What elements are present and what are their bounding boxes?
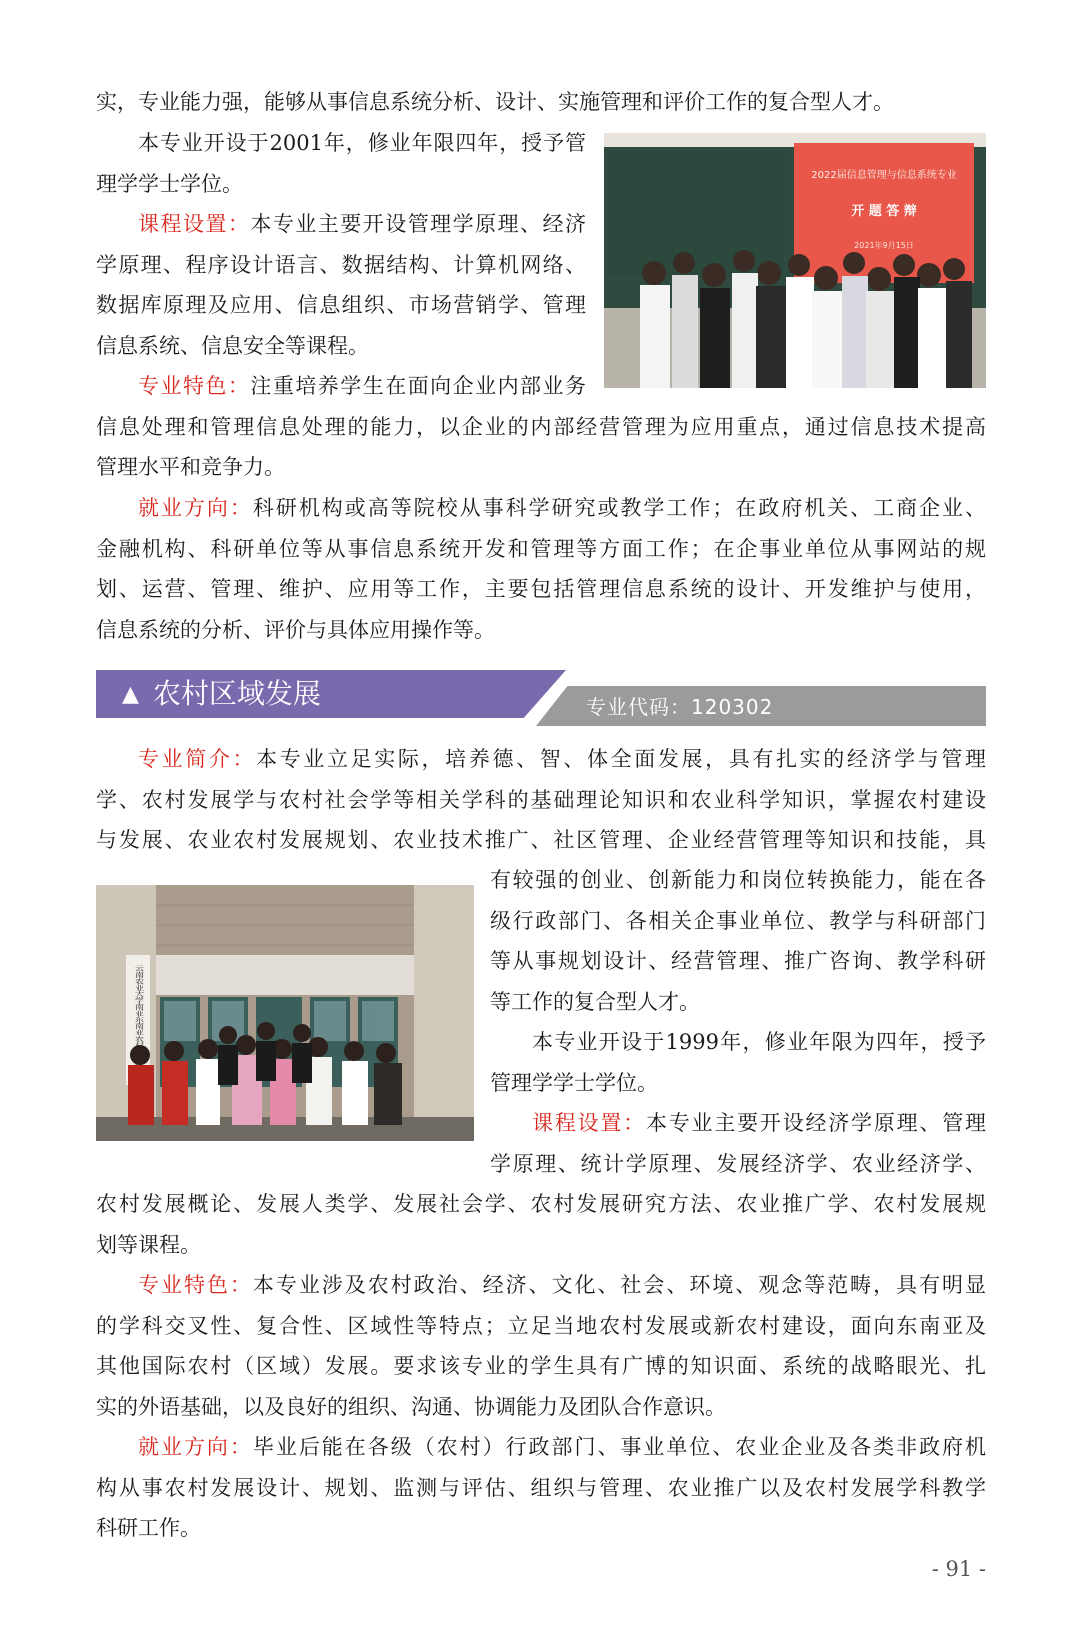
text-line: 就业方向：毕业后能在各级（农村）行政部门、事业单位、农业企业及各类非政府机: [138, 1435, 987, 1459]
text-line: 农村发展概论、发展人类学、发展社会学、农村发展研究方法、农业推广学、农村发展规: [96, 1192, 986, 1216]
intro-paragraph-continued: [490, 860, 986, 1022]
text-line: 信息系统、信息安全等课程。: [96, 333, 369, 358]
text-line: 与发展、农业农村发展规划、农业技术推广、社区管理、企业经营管理等知识和技能，具: [96, 828, 986, 852]
text-line: 课程设置：本专业主要开设经济学原理、管理: [532, 1111, 987, 1135]
page-number: - 91 -: [931, 1557, 986, 1581]
classroom-group-photo: [604, 133, 986, 388]
text-line: 划、运营、管理、维护、应用等工作，主要包括管理信息系统的设计、开发维护与使用，: [96, 577, 986, 601]
section-title-text: 农村区域发展: [152, 677, 321, 710]
text-line: 学原理、统计学原理、发展经济学、农业经济学、: [490, 1151, 986, 1176]
continuation-paragraph: [96, 82, 986, 123]
major-career-label: 就业方向：: [138, 1435, 253, 1459]
text-line: 学原理、程序设计语言、数据结构、计算机网络、: [96, 252, 586, 277]
career-label: 就业方向：: [138, 496, 253, 520]
text-line: 其他国际农村（区域）发展。要求该专业的学生具有广博的知识面、系统的战略眼光、扎: [96, 1354, 986, 1378]
features-label: 专业特色：: [138, 374, 251, 398]
text-line: 科研工作。: [96, 1516, 201, 1540]
major-courses-paragraph: [490, 1103, 986, 1184]
screen-date: 2021年9月15日: [854, 241, 914, 250]
screen-title: 2022届信息管理与信息系统专业: [811, 170, 957, 181]
text-line: 信息系统的分析、评价与具体应用操作等。: [96, 617, 495, 642]
text-line: 的学科交叉性、复合性、区域性等特点；立足当地农村发展或新农村建设，面向东南亚及: [96, 1313, 986, 1338]
text-line: 管理学学士学位。: [490, 1070, 658, 1095]
page: [96, 0, 986, 1651]
text-line: 课程设置：本专业主要开设管理学原理、经济: [138, 212, 587, 236]
section-title: [122, 670, 321, 718]
intro-paragraph: [96, 739, 986, 861]
major-founded-paragraph: [490, 1022, 986, 1103]
major-code: 专业代码：120302: [586, 695, 774, 719]
text-line: 专业特色：本专业涉及农村政治、经济、文化、社会、环境、观念等范畴，具有明显: [138, 1273, 987, 1297]
text-line: 专业简介：本专业立足实际，培养德、智、体全面发展，具有扎实的经济学与管理: [138, 747, 987, 771]
text-line: 数据库原理及应用、信息组织、市场营销学、管理: [96, 293, 586, 317]
text-line: 信息处理和管理信息处理的能力，以企业的内部经营管理为应用重点，通过信息技术提高: [96, 414, 986, 439]
intro-label: 专业简介：: [138, 747, 257, 771]
text-line: 等从事规划设计、经营管理、推广咨询、教学科研: [490, 949, 986, 973]
text-line: 学、农村发展学与农村社会学等相关学科的基础理论知识和农业科学知识，掌握农村建设: [96, 787, 986, 812]
section-banner: [96, 670, 986, 726]
text-line: 有较强的创业、创新能力和岗位转换能力，能在各: [490, 868, 986, 892]
text-line: 理学学士学位。: [96, 171, 243, 196]
text-line: 管理水平和竞争力。: [96, 455, 285, 479]
text-line: 等工作的复合型人才。: [490, 989, 700, 1014]
institute-group-photo: [96, 885, 474, 1141]
career-paragraph: [96, 488, 986, 650]
founded-paragraph: [96, 123, 586, 204]
text-line: 实，专业能力强，能够从事信息系统分析、设计、实施管理和评价工作的复合型人才。: [96, 90, 894, 114]
courses-label: 课程设置：: [138, 212, 251, 236]
triangle-icon: ▲: [122, 682, 139, 707]
major-courses-label: 课程设置：: [532, 1111, 646, 1135]
text-line: 构从事农村发展设计、规划、监测与评估、组织与管理、农业推广以及农村发展学科教学: [96, 1475, 986, 1500]
text-line: 专业特色：注重培养学生在面向企业内部业务: [138, 374, 587, 398]
text-line: 实的外语基础，以及良好的组织、沟通、协调能力及团队合作意识。: [96, 1394, 726, 1419]
major-features-label: 专业特色：: [138, 1273, 253, 1297]
text-line: 本专业开设于2001年，修业年限四年，授予管: [138, 131, 586, 155]
screen-subtitle: 开 题 答 辩: [851, 204, 917, 219]
text-line: 级行政部门、各相关企事业单位、教学与科研部门: [490, 908, 986, 933]
major-features-paragraph: [96, 1265, 986, 1427]
text-line: 划等课程。: [96, 1232, 201, 1257]
text-line: 就业方向：科研机构或高等院校从事科学研究或教学工作；在政府机关、工商企业、: [138, 496, 987, 520]
text-line: 金融机构、科研单位等从事信息系统开发和管理等方面工作；在企事业单位从事网站的规: [96, 536, 986, 561]
text-line: 本专业开设于1999年，修业年限为四年，授予: [532, 1030, 986, 1054]
courses-paragraph: [96, 204, 586, 366]
major-career-paragraph: [96, 1427, 986, 1549]
major-courses-continued: [96, 1184, 986, 1265]
